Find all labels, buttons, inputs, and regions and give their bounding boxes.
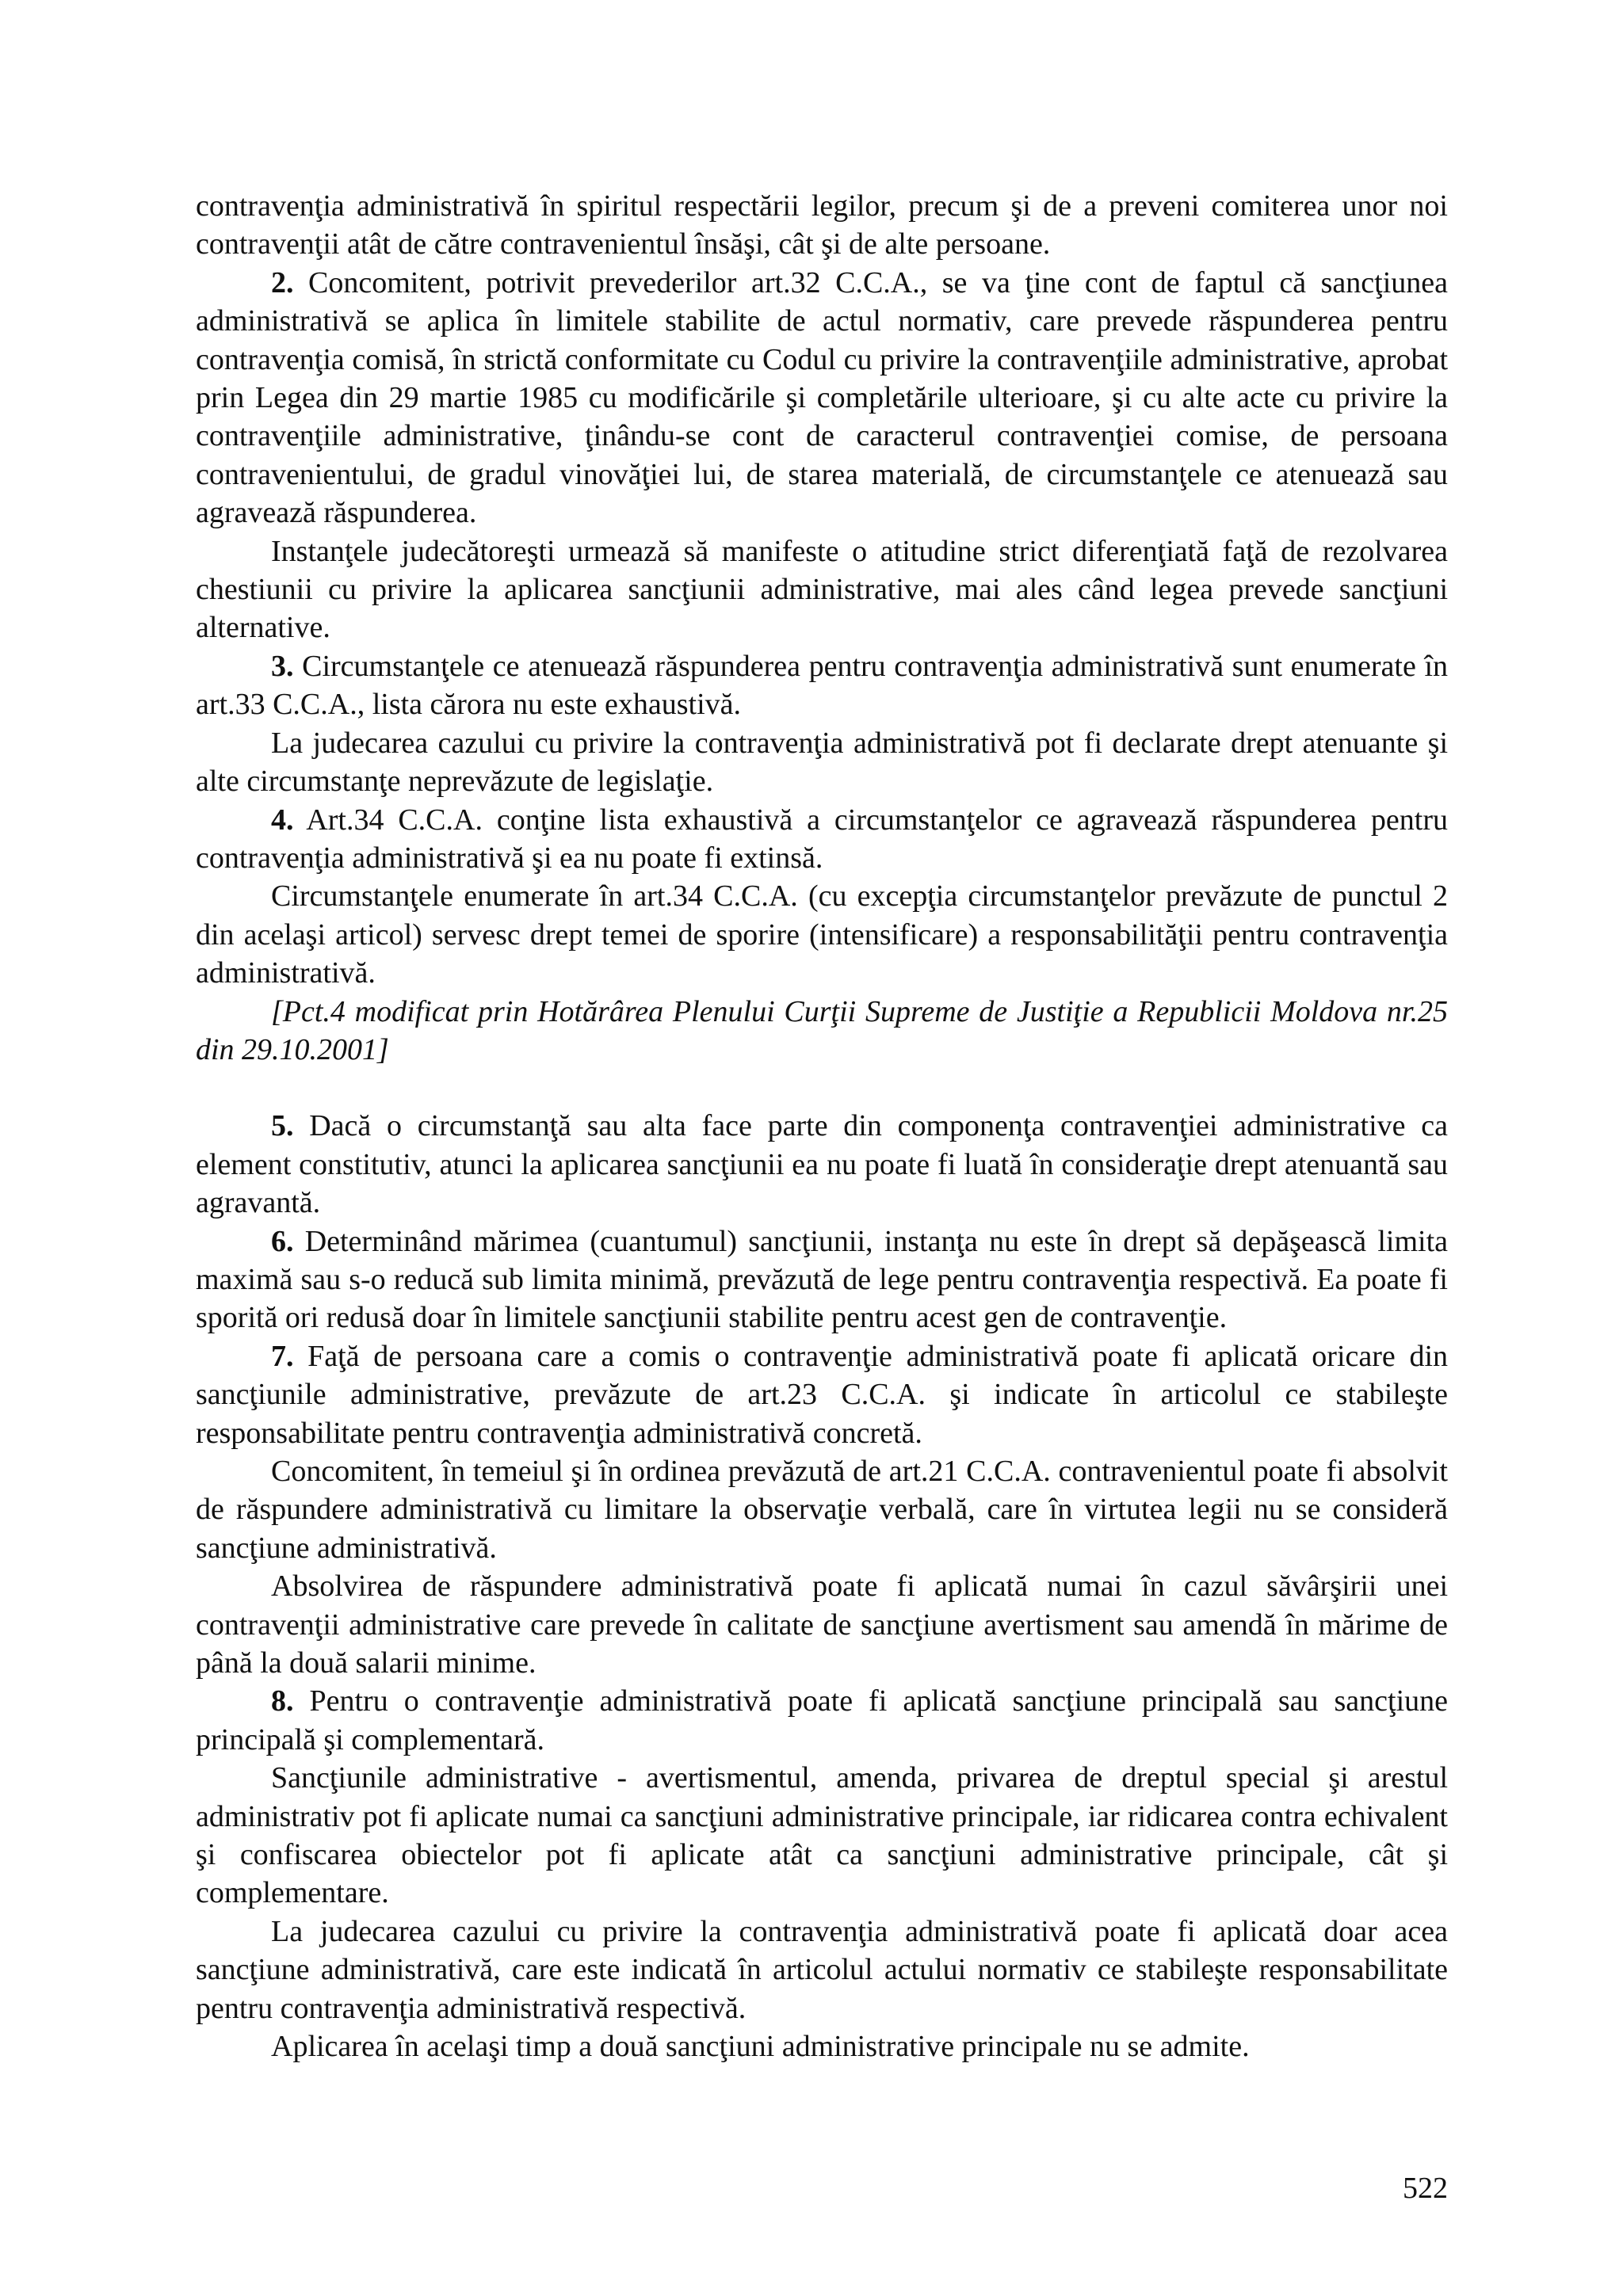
paragraph-point-4: 4. Art.34 C.C.A. conţine lista exhaustivă a circumstanţelor ce agravează răspunderea pentru contravenţia administrativă şi ea nu poate fi extinsă.: [196, 803, 1448, 875]
paragraph: La judecarea cazului cu privire la contravenţia administrativă poate fi aplicată doar acea sancţiune administrativă, care este indicată în articolul actului normativ ce stabileşte responsabilitate pentru contravenţia administrativă respectivă.: [196, 1914, 1448, 2025]
page-number: 522: [1403, 2172, 1448, 2205]
paragraph: La judecarea cazului cu privire la contravenţia administrativă pot fi declarate drept atenuante şi alte circumstanţe neprevăzute de legislaţie.: [196, 726, 1448, 799]
point-number: 7.: [271, 1339, 294, 1373]
paragraph-point-3: 3. Circumstanţele ce atenuează răspunderea pentru contravenţia administrativă sunt enumerate în art.33 C.C.A., lista cărora nu este exhaustivă.: [196, 649, 1448, 722]
paragraph: Concomitent, în temeiul şi în ordinea prevăzută de art.21 C.C.A. contravenientul poate fi absolvit de răspundere administrativă cu limitare la observaţie verbală, care în virtutea legii nu se consideră sancţiune administrativă.: [196, 1455, 1448, 1565]
point-number: 6.: [271, 1224, 294, 1258]
paragraph: Instanţele judecătoreşti urmează să manifeste o atitudine strict diferenţiată faţă de rezolvarea chestiunii cu privire la aplicarea sancţiunii administrative, mai ales când legea prevede sancţiuni alternative.: [196, 534, 1448, 645]
paragraph: Sancţiunile administrative - avertismentul, amenda, privarea de dreptul special şi arestul administrativ pot fi aplicate numai ca sancţiuni administrative principale, iar ridicarea contra echivalent şi confiscarea obiectelor pot fi aplicate atât ca sancţiuni administrative principale, cât şi complementare.: [196, 1761, 1448, 1910]
amendment-note: [Pct.4 modificat prin Hotărârea Plenului Curţii Supreme de Justiţie a Republicii Moldova nr.25 din 29.10.2001]: [196, 994, 1448, 1066]
paragraph-point-7: 7. Faţă de persoana care a comis o contravenţie administrativă poate fi aplicată oricare din sancţiunile administrative, prevăzute de art.23 C.C.A. şi indicate în articolul ce stabileşte responsabilitate pentru contravenţia administrativă concretă.: [196, 1339, 1448, 1450]
paragraph: Absolvirea de răspundere administrativă poate fi aplicată numai în cazul săvârşirii unei contravenţii administrative care prevede în calitate de sancţiune avertisment sau amendă în mărime de până la două salarii minime.: [196, 1569, 1448, 1680]
paragraph-continuation: contravenţia administrativă în spiritul respectării legilor, precum şi de a preveni comiterea unor noi contravenţii atât de către contravenientul însăşi, cât şi de alte persoane.: [196, 189, 1448, 261]
paragraph-point-8: 8. Pentru o contravenţie administrativă poate fi aplicată sancţiune principală sau sancţiune principală şi complementară.: [196, 1684, 1448, 1756]
point-number: 3.: [271, 649, 294, 683]
document-page: [196, 187, 1448, 2066]
paragraph: Aplicarea în acelaşi timp a două sancţiuni administrative principale nu se admite.: [271, 2030, 1250, 2064]
point-number: 8.: [271, 1684, 294, 1718]
point-number: 2.: [271, 265, 294, 299]
paragraph-point-5: 5. Dacă o circumstanţă sau alta face parte din componenţa contravenţiei administrative ca element constitutiv, atunci la aplicarea sancţiunii ea nu poate fi luată în consideraţie drept atenuantă sau agravantă.: [196, 1109, 1448, 1220]
paragraph-point-2: 2. Concomitent, potrivit prevederilor art.32 C.C.A., se va ţine cont de faptul că sancţiunea administrativă se aplica în limitele stabilite de actul normativ, care prevede răspunderea pentru contravenţia comisă, în strictă conformitate cu Codul cu privire la contravenţiile administrative, aprobat prin Legea din 29 martie 1985 cu modificările şi completările ulterioare, şi cu alte acte cu privire la contravenţiile administrative, ţinându-se cont de caracterul contravenţiei comise, de persoana contravenientului, de gradul vinovăţiei lui, de starea materială, de circumstanţele ce atenuează sau agravează răspunderea.: [196, 265, 1448, 530]
paragraph: Circumstanţele enumerate în art.34 C.C.A. (cu excepţia circumstanţelor prevăzute de punctul 2 din acelaşi articol) servesc drept temei de sporire (intensificare) a responsabilităţii pentru contravenţia administrativă.: [196, 879, 1448, 990]
point-number: 4.: [271, 803, 294, 837]
paragraph-point-6: 6. Determinând mărimea (cuantumul) sancţiunii, instanţa nu este în drept să depăşească limita maximă sau s-o reducă sub limita minimă, prevăzută de lege pentru contravenţia respectivă. Ea poate fi sporită ori redusă doar în limitele sancţiunii stabilite pentru acest gen de contravenţie.: [196, 1224, 1448, 1335]
point-number: 5.: [271, 1109, 294, 1143]
